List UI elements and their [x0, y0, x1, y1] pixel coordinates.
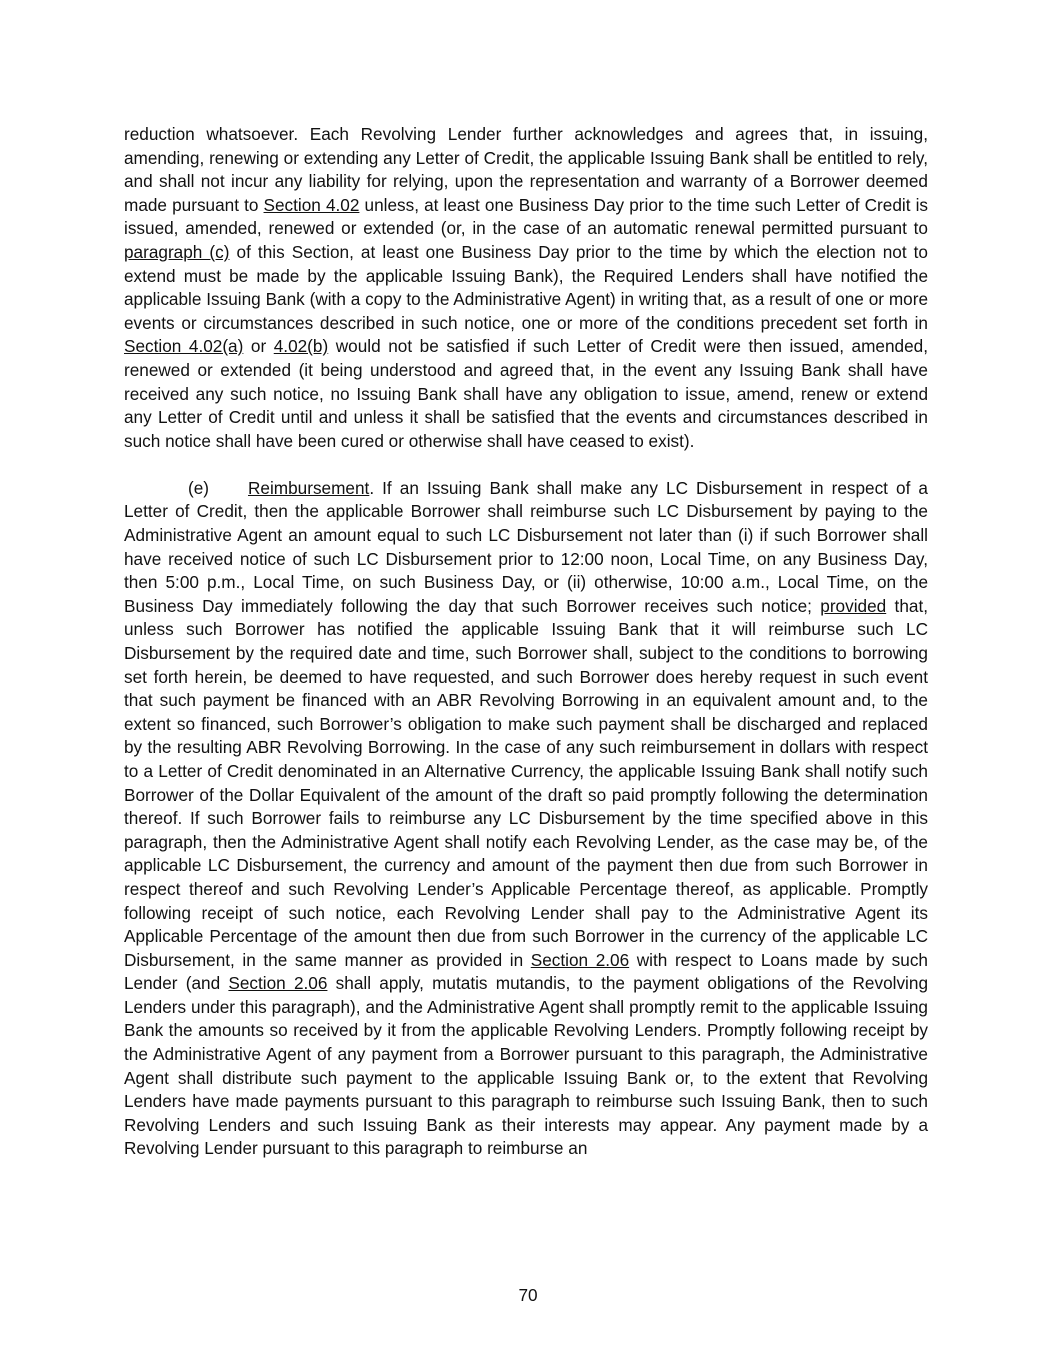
page-number: 70 [518, 1285, 538, 1305]
section-reference-link[interactable]: Section 4.02(a) [124, 336, 244, 357]
paragraph-text: would not be satisfied if such Letter of Credit were then issued, amended, renewed or extended (it being understood and agreed that, in the event any Issuing Bank shall have received any such notice, no Issuing Bank shall have any obligation to issue, amend, renew or extend any Letter of Credit until and unless it shall be satisfied that the events and circumstances described in such notice shall have been cured or otherwise shall have ceased to exist). [124, 336, 928, 451]
paragraph-text: of this Section, at least one Business Day prior to the time by which the election not to extend must be made by the applicable Issuing Bank), the Required Lenders shall have notified the applicable Issuing Bank (with a copy to the Administrative Agent) in writing that, as a result of one or more events or circumstances described in such notice, one or more of the conditions precedent set forth in [124, 241, 928, 333]
paragraph-text: with respect to Loans made by such Lender (and [124, 949, 928, 994]
paragraph-reference-link[interactable]: paragraph (c) [124, 241, 230, 262]
section-reference-link[interactable]: Section 2.06 [228, 973, 328, 994]
section-reference-link[interactable]: 4.02(b) [273, 336, 329, 357]
paragraph-text: reduction whatsoever. Each Revolving Lender further acknowledges and agrees that, in issuing, amending, renewing or extending any Letter of Credit, the applicable Issuing Bank shall be entitled to rely, and shall not incur any liability for relying, upon the representation and warranty of a Borrower deemed made pursuant to [124, 124, 928, 215]
paragraph-text: shall apply, mutatis mutandis, to the payment obligations of the Revolving Lenders under this paragraph), and the Administrative Agent shall promptly remit to the applicable Issuing Bank the amounts so received by it from the applicable Revolving Lenders. Promptly following receipt by the Administrative Agent of any payment from a Borrower pursuant to this paragraph, the Administrative Agent shall distribute such payment to the applicable Issuing Bank or, to the extent that Revolving Lenders have made payments pursuant to this paragraph to reimburse such Issuing Bank, then to such Revolving Lenders and such Issuing Bank as their interests may appear. Any payment made by a Revolving Lender pursuant to this paragraph to reimburse an [124, 973, 928, 1159]
paragraph-continuation [124, 123, 928, 453]
paragraph-text: unless, at least one Business Day prior to the time such Letter of Credit is issued, amended, renewed or extended (or, in the case of an automatic renewal permitted pursuant to [124, 194, 928, 239]
paragraph-text: or [243, 336, 274, 357]
subsection-heading: Reimbursement [248, 477, 370, 498]
paragraph-reimbursement [124, 477, 928, 1161]
section-reference-link[interactable]: Section 2.06 [530, 949, 630, 970]
paragraph-text: . If an Issuing Bank shall make any LC Disbursement in respect of a Letter of Credit, then the applicable Borrower shall reimburse such LC Disbursement by paying to the Administrative Agent an amount equal to such LC Disbursement not later than (i) if such Borrower shall have received notice of such LC Disbursement prior to 12:00 noon, Local Time, on any Business Day, then 5:00 p.m., Local Time, on such Business Day, or (ii) otherwise, 10:00 a.m., Local Time, on the Business Day immediately following the day that such Borrower receives such notice; [124, 477, 928, 616]
subsection-label: (e) [188, 477, 210, 498]
provided-term: provided [820, 595, 887, 616]
section-reference-link[interactable]: Section 4.02 [263, 194, 360, 215]
paragraph-text: that, unless such Borrower has notified the applicable Issuing Bank that it will reimburse such LC Disbursement by the required date and time, such Borrower shall, subject to the conditions to borrowing set forth herein, be deemed to have requested, and such Borrower does hereby request in such event that such payment be financed with an ABR Revolving Borrowing in an equivalent amount and, to the extent so financed, such Borrower’s obligation to make such payment shall be discharged and replaced by the resulting ABR Revolving Borrowing. In the case of any such reimbursement in dollars with respect to a Letter of Credit denominated in an Alternative Currency, the applicable Issuing Bank shall notify such Borrower of the Dollar Equivalent of the amount of the draft so paid promptly following the determination thereof. If such Borrower fails to reimburse any LC Disbursement by the time specified above in this paragraph, then the Administrative Agent shall notify each Revolving Lender, as the case may be, of the applicable LC Disbursement, the currency and amount of the payment then due from such Borrower in respect thereof and such Revolving Lender’s Applicable Percentage thereof, as applicable. Promptly following receipt of such notice, each Revolving Lender shall pay to the Administrative Agent its Applicable Percentage of the amount then due from such Borrower in the currency of the applicable LC Disbursement, in the same manner as provided in [124, 595, 928, 970]
document-page [124, 123, 928, 1161]
